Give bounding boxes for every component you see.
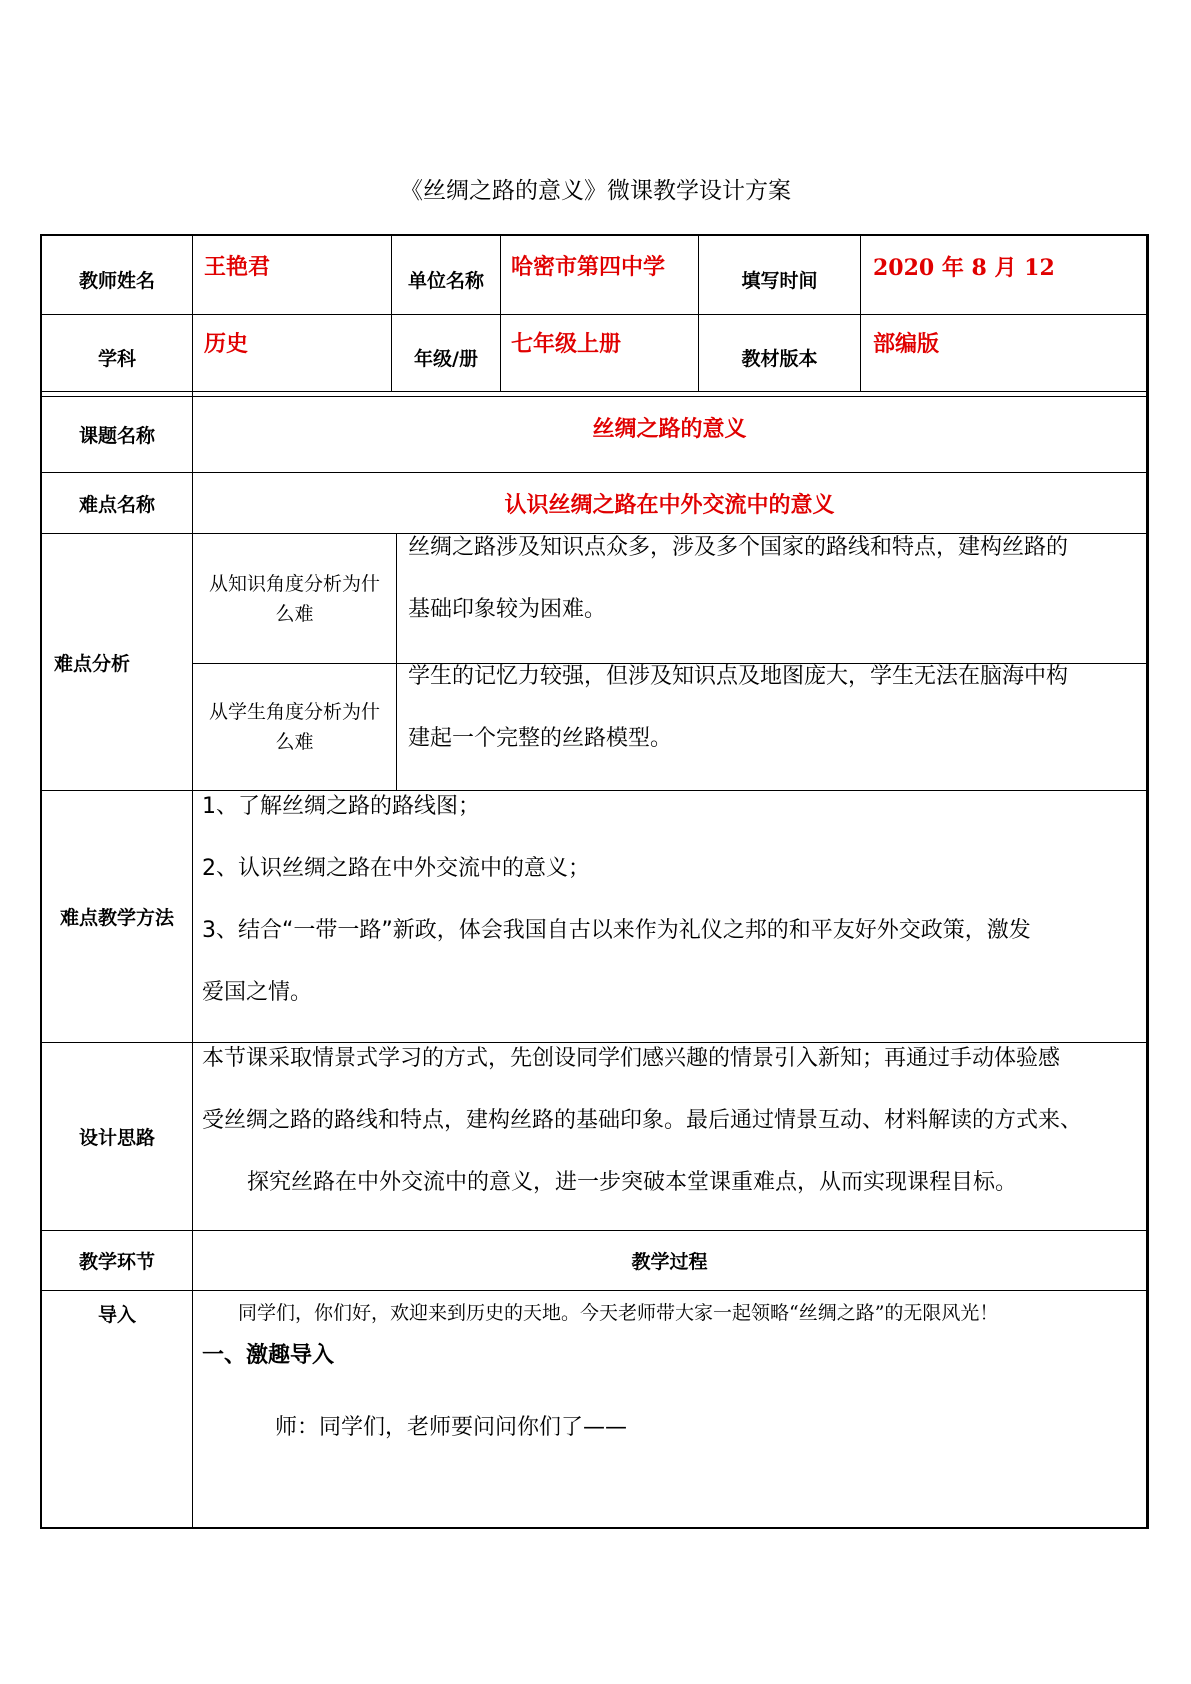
edition-label: 教材版本 — [741, 347, 818, 370]
design-line: 受丝绸之路的路线和特点，建构丝路的基础印象。最后通过情景互动、材料解读的方式来、 — [202, 1108, 1083, 1133]
teacher-name-label: 教师姓名 — [78, 269, 155, 292]
difficulty-label: 难点名称 — [78, 493, 155, 516]
student-angle-label: 从学生角度分析为什么难 — [208, 701, 380, 753]
analysis-label: 难点分析 — [53, 652, 130, 675]
student-angle-text — [408, 646, 1143, 770]
fill-date-value: 2020 年 8 月 12 — [873, 255, 1055, 281]
method-line: 1、了解丝绸之路的路线图； — [202, 794, 480, 819]
knowledge-text-line: 丝绸之路涉及知识点众多，涉及多个国家的路线和特点，建构丝路的 — [408, 535, 1069, 560]
row-divider — [42, 391, 1146, 392]
student-text-line: 学生的记忆力较强，但涉及知识点及地图庞大，学生无法在脑海中构 — [408, 664, 1069, 689]
topic-value: 丝绸之路的意义 — [592, 416, 747, 442]
grade-value: 七年级上册 — [511, 332, 622, 357]
document-title: 《丝绸之路的意义》微课教学设计方案 — [400, 178, 791, 204]
unit-name-label: 单位名称 — [407, 269, 484, 292]
method-line: 2、认识丝绸之路在中外交流中的意义； — [202, 856, 590, 881]
row-divider — [42, 1290, 1146, 1291]
lesson-plan-table — [40, 234, 1149, 1529]
intro-teacher-line: 师：同学们，老师要问问你们了—— — [275, 1415, 628, 1440]
teaching-process-header: 教学过程 — [631, 1251, 708, 1273]
design-line: 探究丝路在中外交流中的意义，进一步突破本堂课重难点，从而实现课程目标。 — [247, 1170, 1018, 1195]
design-line: 本节课采取情景式学习的方式，先创设同学们感兴趣的情景引入新知；再通过手动体验感 — [202, 1046, 1061, 1071]
fill-date-label: 填写时间 — [741, 269, 818, 292]
knowledge-angle-label: 从知识角度分析为什么难 — [208, 572, 380, 625]
intro-label: 导入 — [97, 1303, 136, 1326]
intro-heading: 一、激趣导入 — [202, 1343, 335, 1368]
teacher-name-value: 王艳君 — [204, 255, 271, 280]
column-divider — [500, 236, 501, 391]
method-line: 爱国之情。 — [202, 980, 313, 1005]
method-text — [202, 776, 1142, 1024]
design-label: 设计思路 — [78, 1127, 155, 1149]
edition-value: 部编版 — [873, 332, 940, 357]
topic-label: 课题名称 — [78, 425, 155, 447]
method-line: 3、结合“一带一路”新政，体会我国自古以来作为礼仪之邦的和平友好外交政策，激发 — [202, 918, 1031, 943]
teaching-stage-header: 教学环节 — [78, 1251, 155, 1273]
student-text-line: 建起一个完整的丝路模型。 — [408, 726, 673, 751]
difficulty-value: 认识丝绸之路在中外交流中的意义 — [504, 492, 835, 518]
unit-name-value: 哈密市第四中学 — [511, 255, 666, 280]
column-divider — [860, 236, 861, 391]
grade-label: 年级/册 — [414, 347, 478, 370]
subject-label: 学科 — [97, 347, 136, 370]
method-label: 难点教学方法 — [59, 907, 174, 929]
subject-value: 历史 — [204, 332, 249, 357]
column-divider — [396, 533, 397, 790]
intro-greeting: 同学们，你们好，欢迎来到历史的天地。今天老师带大家一起领略“丝绸之路”的无限风光！ — [238, 1302, 999, 1324]
row-divider — [42, 314, 1146, 315]
design-text — [202, 1028, 1142, 1214]
knowledge-text-line: 基础印象较为困难。 — [408, 597, 607, 622]
knowledge-angle-text — [408, 517, 1143, 641]
